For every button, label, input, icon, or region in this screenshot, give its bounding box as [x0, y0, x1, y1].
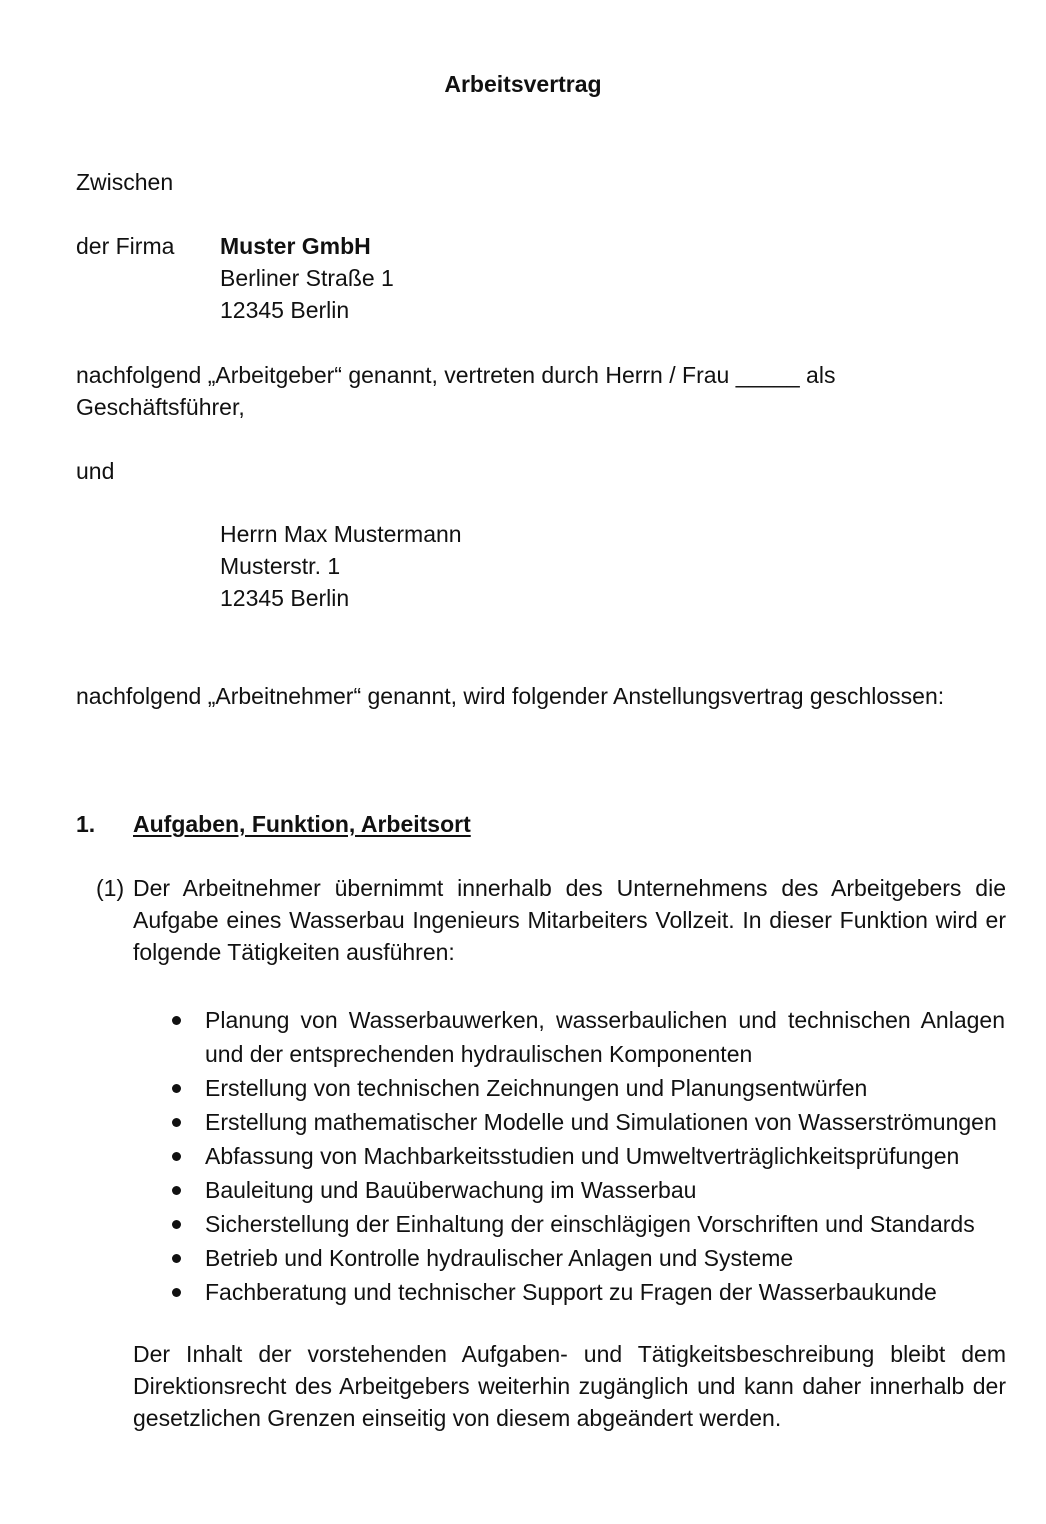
list-item: [168, 1071, 1008, 1105]
list-item-text: Betrieb und Kontrolle hydraulischer Anlagen und Systeme: [205, 1245, 794, 1271]
list-item-text: Fachberatung und technischer Support zu Fragen der Wasserbaukunde: [205, 1279, 937, 1305]
zwischen-label: Zwischen: [76, 169, 174, 195]
bullet-icon: [172, 1254, 181, 1263]
list-item: [168, 1003, 1008, 1071]
list-item: [168, 1241, 1008, 1275]
document-title: Arbeitsvertrag: [444, 71, 602, 97]
list-item: [168, 1173, 1008, 1207]
list-item: [168, 1207, 1008, 1241]
paragraph-line: Der Arbeitnehmer übernimmt innerhalb des Unternehmens des Arbeitgebers die: [133, 875, 1006, 901]
employee-city: 12345 Berlin: [220, 585, 350, 611]
bullet-icon: [172, 1220, 181, 1229]
list-item-text: Erstellung mathematischer Modelle und Simulationen von Wasserströmungen: [205, 1109, 997, 1135]
employee-address: [220, 518, 462, 614]
paragraph-line: folgende Tätigkeiten ausführen:: [133, 939, 455, 965]
paragraph-number: (1): [96, 875, 125, 901]
bullet-icon: [172, 1186, 181, 1195]
list-item-text: Sicherstellung der Einhaltung der einschlägigen Vorschriften und Standards: [205, 1211, 975, 1237]
employer-address: [220, 230, 394, 326]
paragraph-line: Aufgabe eines Wasserbau Ingenieurs Mitarbeiters Vollzeit. In dieser Funktion wird er: [133, 907, 1006, 933]
employer-label: der Firma: [76, 233, 175, 259]
list-item-text: Abfassung von Machbarkeitsstudien und Umweltverträglichkeitsprüfungen: [205, 1143, 960, 1169]
employer-city: 12345 Berlin: [220, 297, 350, 323]
employee-street: Musterstr. 1: [220, 553, 341, 579]
closing-line: gesetzlichen Grenzen einseitig von diesem abgeändert werden.: [133, 1405, 782, 1431]
employer-note-line-1: nachfolgend „Arbeitgeber“ genannt, vertreten durch Herrn / Frau _____ als: [76, 362, 836, 388]
closing-line: Der Inhalt der vorstehenden Aufgaben- und Tätigkeitsbeschreibung bleibt dem: [133, 1341, 1006, 1367]
employee-note: nachfolgend „Arbeitnehmer“ genannt, wird folgender Anstellungsvertrag geschlossen:: [76, 683, 945, 709]
und-label: und: [76, 458, 115, 484]
list-item: [168, 1105, 1008, 1139]
bullet-icon: [172, 1288, 181, 1297]
closing-paragraph: [133, 1338, 1006, 1434]
bullet-icon: [172, 1152, 181, 1161]
list-item-text: Bauleitung und Bauüberwachung im Wasserbau: [205, 1177, 697, 1203]
employer-note-line-2: Geschäftsführer,: [76, 394, 245, 420]
employee-name: Herrn Max Mustermann: [220, 521, 462, 547]
section-title: Aufgaben, Funktion, Arbeitsort: [133, 811, 471, 837]
list-item-text: Erstellung von technischen Zeichnungen und Planungsentwürfen: [205, 1075, 868, 1101]
task-list: [168, 1003, 1008, 1309]
employer-name: Muster GmbH: [220, 233, 371, 259]
section-number: 1.: [76, 811, 96, 837]
bullet-icon: [172, 1016, 181, 1025]
list-item-text: Planung von Wasserbauwerken, wasserbaulichen und technischen Anlagen: [205, 1007, 1005, 1033]
list-item: [168, 1139, 1008, 1173]
list-item-text: und der entsprechenden hydraulischen Komponenten: [205, 1041, 753, 1067]
bullet-icon: [172, 1118, 181, 1127]
list-item: [168, 1275, 1008, 1309]
bullet-icon: [172, 1084, 181, 1093]
closing-line: Direktionsrecht des Arbeitgebers weiterhin zugänglich und kann daher innerhalb der: [133, 1373, 1006, 1399]
paragraph-1-text: [133, 872, 1006, 968]
employer-note: [76, 359, 835, 423]
employer-street: Berliner Straße 1: [220, 265, 394, 291]
